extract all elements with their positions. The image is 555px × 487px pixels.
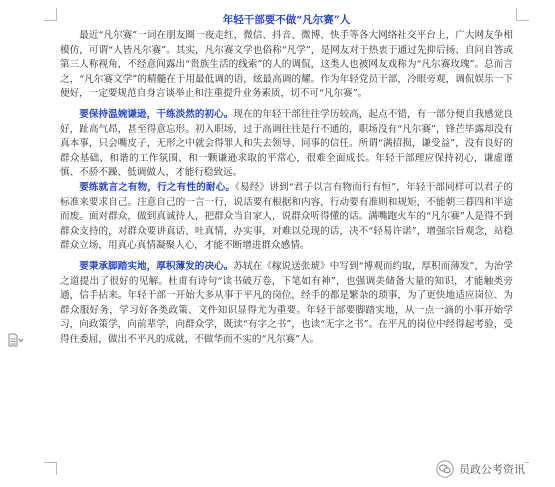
section-heading: 要练就言之有物，行之有性的耐心。 (79, 181, 236, 193)
section-paragraph (60, 108, 513, 181)
watermark-text: 员政公考资讯 (459, 463, 525, 476)
document-title: 年轻干部要不做“凡尔赛”人 (222, 14, 351, 26)
section-heading: 要保持温婉谦逊，干练淡然的初心。 (79, 108, 234, 120)
section-paragraph (60, 260, 513, 348)
section-body: 现在的年轻干部往往学历较高，起点不错，有一部分便自我感觉良好，趾高气昂，甚至得意忘形。初入职场，过于高调往往是行不通的，职场没有“凡尔赛”，锋芒毕露却没有真本事，只会嘴皮子，无形之中就会得罪人和失去领导、同事的信任。所谓“满招损，谦受益”，没有良好的群众基础、和谐的工作氛围、和一颗谦逊求取的平常心，很难全面成长。年轻干部理应保持初心，谦虚谨慎、不骄不躁、低调做人，才能行稳致远。 (60, 108, 514, 179)
section-heading: 要秉承脚踏实地，厚积薄发的决心。 (79, 260, 234, 272)
section-body: 《易经》讲到“君子以言有物而行有恒”，年轻干部同样可以君子的标准来要求自己。注意自己的一言一行，说话要有根据和内容，行动要有准则和规矩，不能朝三暮四和半途而废。面对群众，做到真诚待人，把群众当自家人，说群众听得懂的话。满嘴跑火车的“凡尔赛”人是得不到群众支持的，对群众要讲真话、吐真情，办实事，对难以兑现的话，决不“轻易许诺”，增强宗旨观念，站稳群众立场，用真心真情凝聚人心，才能不断增进群众感情。 (60, 181, 513, 252)
section-body: 苏轼在《稼说送张琥》中写到“博观而约取，厚积而薄发”，为治学之道提出了很好的见解。杜甫有诗句“读书破万卷，下笔如有神”，也强调美储备大量的知识，才能触类旁通，信手拈来。年轻干部一开始大多从事于平凡的岗位，经手的都是繁杂的琐事，为了更快地适应岗位、为群众服好务，学习好各类政策、文件知识显得尤为重要。年轻干部要脚踏实地，从一点一滴的小事开始学习，向政策学，向前辈学，向群众学，既读“有字之书”，也读“无字之书”。在平凡的岗位中经得起考验，受得住委屈，做出不平凡的成就，不做华而不实的“凡尔赛”人。 (60, 260, 514, 345)
intro-paragraph: 最近“凡尔赛”一词在朋友圈一夜走红，微信、抖音、微博、快手等各大网络社交平台上，广大网友争相模仿，可谓“人皆凡尔赛”。其实，凡尔赛文学也俗称“凡学”，是网友对于热衷于通过先抑后扬、自问自答或第三人称视角，不经意间露出“贵族生活的线索”的人的调侃，这类人也被网友戏称为“凡尔赛玫瑰”。总而言之，“凡尔赛文学”的精髓在于用最低调的语，炫最高调的耀。作为年轻党员干部，冷眼旁观，调侃娱乐一下便好，一定要规范自身言谈举止和注重提升业务素质，切不可“凡尔赛”。 (60, 30, 513, 100)
watermark (436, 459, 525, 479)
section-paragraph (60, 181, 513, 254)
document-body (60, 13, 513, 347)
page-corner-mark (44, 462, 57, 475)
page-corner-mark (44, 8, 57, 21)
page-corner-mark (516, 8, 529, 21)
wechat-icon (436, 460, 454, 478)
document-icon[interactable] (8, 333, 24, 347)
